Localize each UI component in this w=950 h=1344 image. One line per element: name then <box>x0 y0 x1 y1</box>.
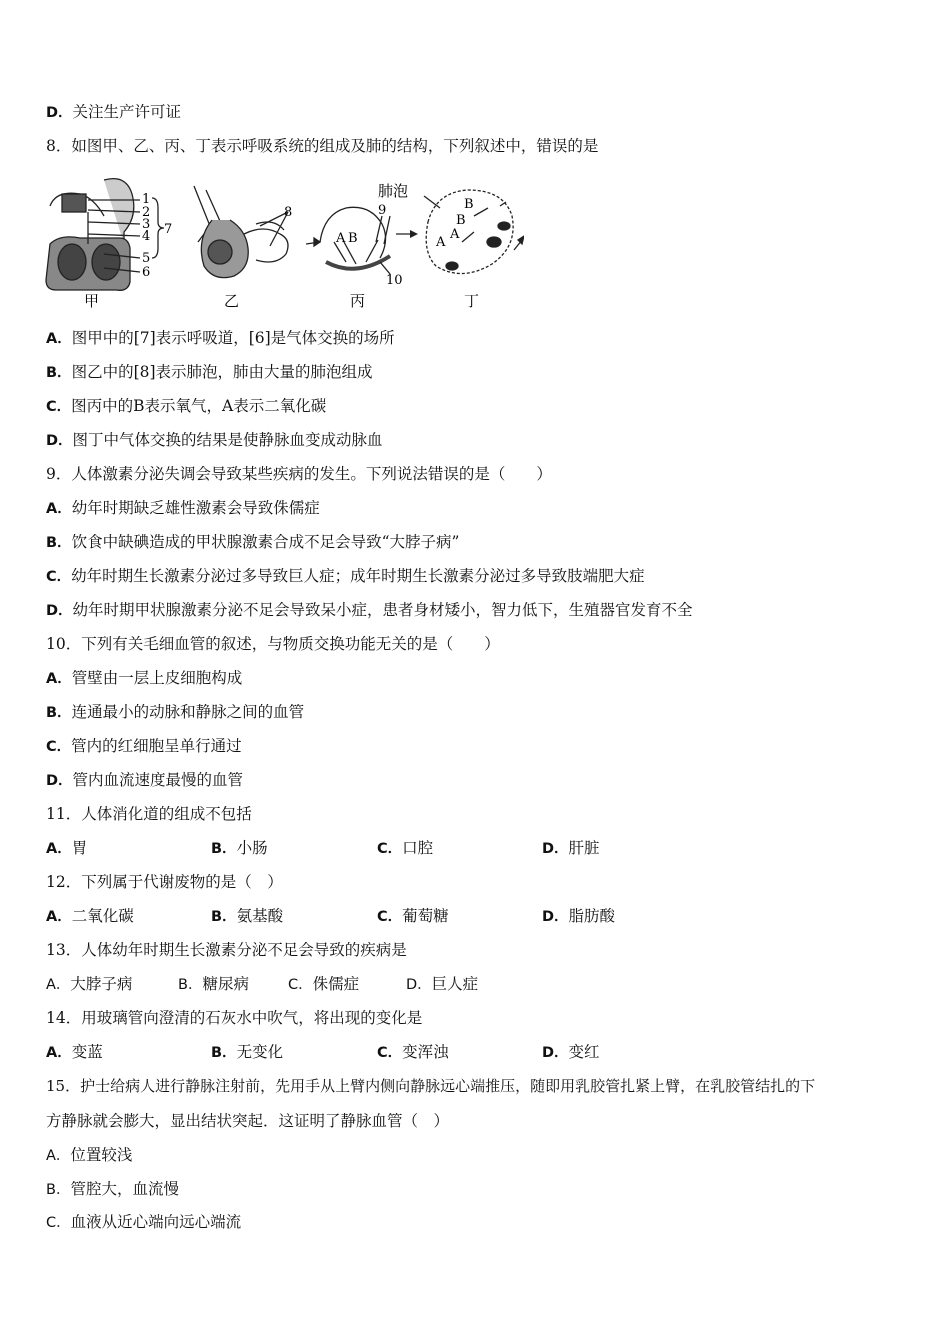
option-text: 管内的红细胞呈单行通过 <box>71 737 242 755</box>
panel-label-jia: 甲 <box>84 292 100 310</box>
q9-option-a <box>46 497 320 520</box>
option-label: C． <box>377 1045 403 1061</box>
option-label: C． <box>46 739 72 755</box>
jia-label-6: 6 <box>142 265 151 280</box>
option-label: B． <box>46 535 72 551</box>
q8-option-a <box>46 327 395 350</box>
q9-option-d <box>46 599 693 622</box>
option-label: B． <box>211 1045 237 1061</box>
option-label: D． <box>406 977 432 993</box>
option-label: A． <box>46 331 72 347</box>
jia-label-7: 7 <box>164 222 173 237</box>
option-text: 管腔大，血流慢 <box>70 1180 179 1198</box>
option-text: 葡萄糖 <box>402 907 449 925</box>
option-text: 口腔 <box>402 839 434 857</box>
ding-label-b2: B <box>456 213 466 228</box>
q13-stem: 13．人体幼年时期生长激素分泌不足会导致的疾病是 <box>46 941 407 959</box>
q12-option-c <box>377 905 449 928</box>
option-label: B． <box>46 365 72 381</box>
q8-stem: 8．如图甲、乙、丙、丁表示呼吸系统的组成及肺的结构，下列叙述中，错误的是 <box>46 137 599 155</box>
option-text: 图丙中的B表示氧气，A表示二氧化碳 <box>71 397 327 415</box>
bing-label-a: A <box>336 231 346 246</box>
jia-label-1: 1 <box>142 192 151 207</box>
q10-option-b <box>46 701 304 724</box>
option-text: 氨基酸 <box>236 907 284 925</box>
q14-stem: 14．用玻璃管向澄清的石灰水中吹气，将出现的变化是 <box>46 1009 423 1027</box>
option-label: A． <box>46 1148 71 1164</box>
option-text: 管壁由一层上皮细胞构成 <box>71 669 243 687</box>
q11-option-b <box>211 837 268 860</box>
option-label: D． <box>46 773 73 789</box>
option-label: C． <box>46 569 72 585</box>
option-text: 无变化 <box>236 1043 284 1061</box>
option-label: B． <box>211 909 237 925</box>
option-text: 变蓝 <box>71 1043 103 1061</box>
q10-option-a <box>46 667 242 690</box>
jia-label-5: 5 <box>142 251 151 266</box>
q10-option-d <box>46 769 243 792</box>
q11-option-c <box>377 837 433 860</box>
panel-ding-drawing <box>424 190 524 274</box>
yi-label-8: 8 <box>284 205 293 220</box>
option-text: 变红 <box>568 1043 600 1061</box>
option-label: B． <box>178 977 203 993</box>
option-label: D． <box>542 841 569 857</box>
option-label: A． <box>46 841 72 857</box>
option-text: 胃 <box>71 839 88 857</box>
option-text: 侏儒症 <box>312 975 360 993</box>
q8-option-c <box>46 395 326 418</box>
option-label: C． <box>288 977 313 993</box>
option-text: 图甲中的[7]表示呼吸道，[6]是气体交换的场所 <box>71 329 395 347</box>
option-label: D． <box>46 433 73 449</box>
option-text: 糖尿病 <box>202 975 249 993</box>
option-text: 幼年时期甲状腺激素分泌不足会导致呆小症，患者身材矮小，智力低下，生殖器官发育不全 <box>72 601 693 619</box>
ding-label-b1: B <box>464 197 474 212</box>
bing-label-10: 10 <box>386 273 403 288</box>
option-label: B． <box>46 1182 71 1198</box>
q8-option-d <box>46 429 383 452</box>
jia-label-4: 4 <box>142 229 151 244</box>
option-label: C． <box>377 841 403 857</box>
option-label: C． <box>46 1215 71 1231</box>
q12-option-a <box>46 905 134 928</box>
option-text: 变浑浊 <box>402 1043 449 1061</box>
ding-label-a1: A <box>436 235 446 250</box>
q11-stem: 11．人体消化道的组成不包括 <box>46 805 252 823</box>
ding-label-a2: A <box>450 227 460 242</box>
q9-option-c <box>46 565 645 588</box>
option-text: 连通最小的动脉和静脉之间的血管 <box>71 703 305 721</box>
q15-option-c <box>46 1211 241 1234</box>
q12-stem: 12．下列属于代谢废物的是（ ） <box>46 873 283 891</box>
q15-stem-line2: 方静脉就会膨大，显出结状突起．这证明了静脉血管（ ） <box>46 1112 450 1130</box>
q13-option-a <box>46 973 132 996</box>
bing-label-b: B <box>348 231 358 246</box>
option-label: D． <box>542 1045 569 1061</box>
q13-option-b <box>178 973 249 996</box>
q9-stem: 9．人体激素分泌失调会导致某些疾病的发生。下列说法错误的是（ ） <box>46 465 552 483</box>
option-text: 幼年时期生长激素分泌过多导致巨人症；成年时期生长激素分泌过多导致肢端肥大症 <box>71 567 645 585</box>
figure-svg <box>44 172 524 312</box>
bing-label-9: 9 <box>378 203 387 218</box>
option-label: C． <box>46 399 72 415</box>
option-label: A． <box>46 1045 72 1061</box>
q10-option-c <box>46 735 242 758</box>
q14-option-c <box>377 1041 449 1064</box>
option-label: A． <box>46 501 72 517</box>
option-text: 管内血流速度最慢的血管 <box>72 771 244 789</box>
option-text: 图乙中的[8]表示肺泡，肺由大量的肺泡组成 <box>71 363 373 381</box>
q13-option-c <box>288 973 359 996</box>
option-text: 关注生产许可证 <box>72 103 182 121</box>
option-label: A． <box>46 909 72 925</box>
option-text: 小肠 <box>236 839 268 857</box>
option-label: A． <box>46 977 71 993</box>
option-text: 饮食中缺碘造成的甲状腺激素合成不足会导致“大脖子病” <box>71 533 460 551</box>
q12-option-d <box>542 905 615 928</box>
option-label: B． <box>46 705 72 721</box>
option-text: 大脖子病 <box>70 975 133 993</box>
q15-option-a <box>46 1144 132 1167</box>
q15-option-b <box>46 1178 179 1201</box>
option-text: 巨人症 <box>431 975 479 993</box>
q14-option-d <box>542 1041 600 1064</box>
option-label: C． <box>377 909 403 925</box>
option-label: B． <box>211 841 237 857</box>
option-label: D． <box>542 909 569 925</box>
q9-option-b <box>46 531 459 554</box>
option-label: A． <box>46 671 72 687</box>
jia-label-2: 2 <box>142 205 151 220</box>
q10-stem: 10．下列有关毛细血管的叙述，与物质交换功能无关的是（ ） <box>46 635 500 653</box>
q11-option-a <box>46 837 87 860</box>
q14-option-a <box>46 1041 103 1064</box>
q12-option-b <box>211 905 283 928</box>
panel-label-bing: 丙 <box>350 292 366 310</box>
option-text: 二氧化碳 <box>71 907 134 925</box>
q11-option-d <box>542 837 600 860</box>
option-text: 肝脏 <box>568 839 600 857</box>
panel-label-ding: 丁 <box>464 292 480 310</box>
panel-label-yi: 乙 <box>224 292 240 310</box>
option-label: D． <box>46 603 73 619</box>
respiratory-system-figure <box>44 172 524 312</box>
q8-option-b <box>46 361 373 384</box>
jia-label-3: 3 <box>142 217 151 232</box>
option-text: 幼年时期缺乏雄性激素会导致侏儒症 <box>71 499 320 517</box>
option-label: D． <box>46 105 73 121</box>
panel-yi-drawing <box>194 186 288 278</box>
option-text: 血液从近心端向远心端流 <box>70 1213 242 1231</box>
option-text: 图丁中气体交换的结果是使静脉血变成动脉血 <box>72 431 383 449</box>
option-text: 脂肪酸 <box>568 907 616 925</box>
option-text: 位置较浅 <box>70 1146 133 1164</box>
ding-label-alveolus: 肺泡 <box>378 182 409 200</box>
q14-option-b <box>211 1041 283 1064</box>
q13-option-d <box>406 973 478 996</box>
q7-option-d <box>46 101 181 124</box>
q15-stem-line1: 15．护士给病人进行静脉注射前，先用手从上臂内侧向静脉远心端推压，随即用乳胶管扎紧上臂，在乳胶管结扎的下 <box>46 1077 816 1095</box>
